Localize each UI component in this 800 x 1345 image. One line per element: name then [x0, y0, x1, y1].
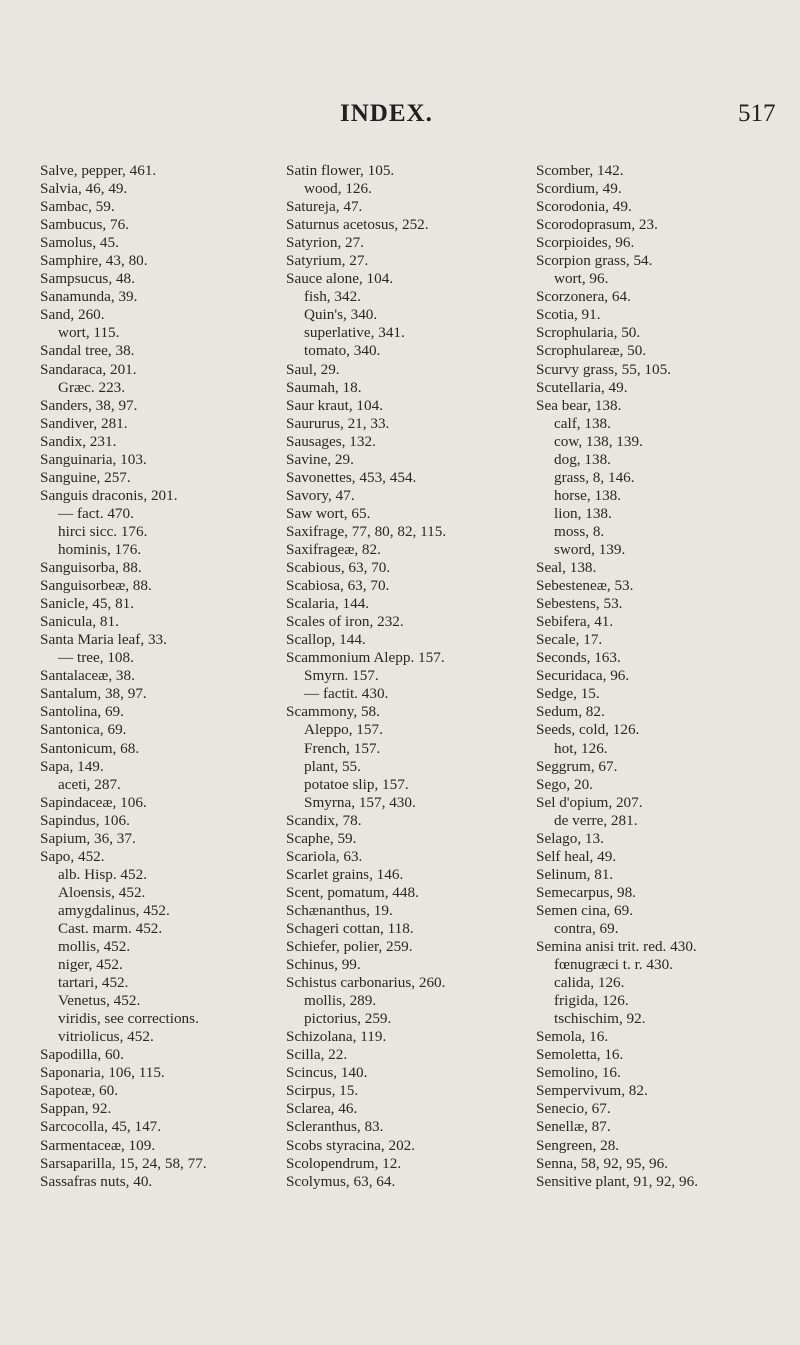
- index-entry: Sand, 260.: [40, 306, 105, 324]
- index-entry: Sapoteæ, 60.: [40, 1082, 119, 1100]
- index-entry: Semina anisi trit. red. 430.: [536, 938, 697, 956]
- index-entry: Santolina, 69.: [40, 703, 124, 721]
- index-subentry: alb. Hisp. 452.: [58, 865, 148, 883]
- index-entry: Scurvy grass, 55, 105.: [536, 360, 671, 378]
- index-entry: Saxifrageæ, 82.: [286, 540, 381, 558]
- index-entry: Sanicula, 81.: [40, 613, 119, 631]
- index-entry: Scordium, 49.: [536, 180, 622, 198]
- index-entry: Sarcocolla, 45, 147.: [40, 1118, 162, 1136]
- index-entry: Secale, 17.: [536, 631, 603, 649]
- index-subentry: wort, 96.: [554, 270, 609, 288]
- index-entry: Sapa, 149.: [40, 757, 104, 775]
- index-entry: Scirpus, 15.: [286, 1082, 359, 1100]
- index-entry: Sapo, 452.: [40, 847, 105, 865]
- index-entry: Sengreen, 28.: [536, 1136, 620, 1154]
- index-entry: Sarsaparilla, 15, 24, 58, 77.: [40, 1154, 207, 1172]
- index-entry: Sensitive plant, 91, 92, 96.: [536, 1172, 698, 1190]
- index-entry: Semen cina, 69.: [536, 901, 634, 919]
- index-entry: Scorpion grass, 54.: [536, 252, 653, 270]
- index-entry: Sanguine, 257.: [40, 468, 131, 486]
- index-entry: Salve, pepper, 461.: [40, 162, 157, 179]
- index-entry: Sassafras nuts, 40.: [40, 1172, 153, 1190]
- index-column-1: [40, 162, 207, 1191]
- index-entry: Seal, 138.: [536, 559, 597, 577]
- index-subentry: hirci sicc. 176.: [58, 522, 148, 540]
- index-entry: Scrophularia, 50.: [536, 324, 641, 342]
- index-entry: Sanamunda, 39.: [40, 288, 138, 306]
- index-subentry: lion, 138.: [554, 504, 612, 522]
- index-entry: Schistus carbonarius, 260.: [286, 974, 446, 992]
- index-entry: Seggrum, 67.: [536, 757, 618, 775]
- index-entry: Sampsucus, 48.: [40, 270, 135, 288]
- page-title: INDEX.: [340, 100, 433, 127]
- index-subentry: horse, 138.: [554, 486, 622, 504]
- index-subentry: fœnugræci t. r. 430.: [554, 956, 673, 974]
- index-column-3: [536, 162, 698, 1191]
- index-entry: Semola, 16.: [536, 1028, 609, 1046]
- index-entry: Santalum, 38, 97.: [40, 685, 147, 703]
- index-subentry: hominis, 176.: [58, 540, 142, 558]
- index-entry: Sausages, 132.: [286, 432, 376, 450]
- index-subentry: viridis, see corrections.: [58, 1010, 199, 1028]
- index-subentry: tschischim, 92.: [554, 1010, 646, 1028]
- index-entry: Scutellaria, 49.: [536, 378, 628, 396]
- index-entry: Sanguinaria, 103.: [40, 450, 147, 468]
- index-subentry: Aloensis, 452.: [58, 883, 146, 901]
- index-entry: Savine, 29.: [286, 450, 354, 468]
- index-subentry: frigida, 126.: [554, 992, 629, 1010]
- index-subentry: dog, 138.: [554, 450, 611, 468]
- index-entry: Seconds, 163.: [536, 649, 621, 667]
- index-entry: Scorodonia, 49.: [536, 198, 632, 216]
- index-entry: Sandal tree, 38.: [40, 342, 135, 360]
- index-entry: Saururus, 21, 33.: [286, 414, 390, 432]
- index-subentry: Smyrna, 157, 430.: [304, 793, 416, 811]
- index-subentry: sword, 139.: [554, 540, 626, 558]
- index-entry: Sanguisorbeæ, 88.: [40, 577, 152, 595]
- index-entry: Samphire, 43, 80.: [40, 252, 148, 270]
- index-subentry: pictorius, 259.: [304, 1010, 392, 1028]
- index-entry: Saul, 29.: [286, 360, 340, 378]
- index-entry: Satyrium, 27.: [286, 252, 369, 270]
- index-entry: Saumah, 18.: [286, 378, 362, 396]
- index-entry: Savonettes, 453, 454.: [286, 468, 417, 486]
- index-entry: Sedge, 15.: [536, 685, 600, 703]
- index-entry: Scammony, 58.: [286, 703, 380, 721]
- index-entry: Sauce alone, 104.: [286, 270, 394, 288]
- index-entry: Semolino, 16.: [536, 1064, 621, 1082]
- index-entry: Santa Maria leaf, 33.: [40, 631, 167, 649]
- index-entry: Sanguis draconis, 201.: [40, 486, 178, 504]
- index-entry: Salvia, 46, 49.: [40, 180, 128, 198]
- index-entry: Samolus, 45.: [40, 234, 119, 252]
- index-entry: Schiefer, polier, 259.: [286, 938, 413, 956]
- index-subentry: aceti, 287.: [58, 775, 121, 793]
- index-entry: Senna, 58, 92, 95, 96.: [536, 1154, 669, 1172]
- index-subentry: calf, 138.: [554, 414, 611, 432]
- index-entry: Schænanthus, 19.: [286, 901, 393, 919]
- index-subentry: Aleppo, 157.: [304, 721, 383, 739]
- index-entry: Scallop, 144.: [286, 631, 366, 649]
- index-subentry: — tree, 108.: [58, 649, 134, 667]
- index-entry: Sapindus, 106.: [40, 811, 130, 829]
- index-entry: Scales of iron, 232.: [286, 613, 404, 631]
- index-subentry: — fact. 470.: [58, 504, 134, 522]
- index-subentry: cow, 138, 139.: [554, 432, 643, 450]
- index-entry: Schinus, 99.: [286, 956, 361, 974]
- index-entry: Sapindaceæ, 106.: [40, 793, 147, 811]
- index-subentry: hot, 126.: [554, 739, 608, 757]
- index-subentry: calida, 126.: [554, 974, 625, 992]
- index-subentry: superlative, 341.: [304, 324, 405, 342]
- index-subentry: — factit. 430.: [304, 685, 389, 703]
- index-entry: Sea bear, 138.: [536, 396, 622, 414]
- index-entry: Self heal, 49.: [536, 847, 617, 865]
- index-entry: Scabious, 63, 70.: [286, 559, 391, 577]
- index-subentry: potatoe slip, 157.: [304, 775, 409, 793]
- index-entry: Satureja, 47.: [286, 198, 363, 216]
- index-entry: Scleranthus, 83.: [286, 1118, 384, 1136]
- page-header: [0, 100, 800, 140]
- index-entry: Sandix, 231.: [40, 432, 117, 450]
- index-entry: Sebifera, 41.: [536, 613, 614, 631]
- index-entry: Saponaria, 106, 115.: [40, 1064, 165, 1082]
- index-entry: Selago, 13.: [536, 829, 604, 847]
- index-entry: Senecio, 67.: [536, 1100, 611, 1118]
- index-entry: Scobs styracina, 202.: [286, 1136, 416, 1154]
- index-subentry: moss, 8.: [554, 522, 605, 540]
- index-entry: Schageri cottan, 118.: [286, 919, 414, 937]
- index-entry: Sanders, 38, 97.: [40, 396, 138, 414]
- index-entry: Seeds, cold, 126.: [536, 721, 640, 739]
- index-entry: Scolymus, 63, 64.: [286, 1172, 396, 1190]
- index-subentry: Cast. marm. 452.: [58, 919, 163, 937]
- index-entry: Scalaria, 144.: [286, 595, 370, 613]
- index-entry: Scilla, 22.: [286, 1046, 348, 1064]
- index-subentry: amygdalinus, 452.: [58, 901, 170, 919]
- index-entry: Semoletta, 16.: [536, 1046, 624, 1064]
- index-subentry: mollis, 452.: [58, 938, 131, 956]
- index-subentry: Quin's, 340.: [304, 306, 378, 324]
- index-entry: Sandiver, 281.: [40, 414, 128, 432]
- index-entry: Sambac, 59.: [40, 198, 115, 216]
- index-entry: Scabiosa, 63, 70.: [286, 577, 390, 595]
- index-entry: Sedum, 82.: [536, 703, 605, 721]
- index-subentry: mollis, 289.: [304, 992, 377, 1010]
- index-entry: Santalaceæ, 38.: [40, 667, 135, 685]
- index-entry: Selinum, 81.: [536, 865, 614, 883]
- index-entry: Scorodoprasum, 23.: [536, 216, 658, 234]
- index-subentry: grass, 8, 146.: [554, 468, 635, 486]
- index-subentry: French, 157.: [304, 739, 381, 757]
- index-subentry: vitriolicus, 452.: [58, 1028, 154, 1046]
- index-entry: Santonica, 69.: [40, 721, 127, 739]
- index-entry: Semecarpus, 98.: [536, 883, 636, 901]
- index-entry: Sebesteneæ, 53.: [536, 577, 634, 595]
- index-entry: Saxifrage, 77, 80, 82, 115.: [286, 522, 447, 540]
- index-subentry: niger, 452.: [58, 956, 123, 974]
- index-entry: Satyrion, 27.: [286, 234, 365, 252]
- index-subentry: de verre, 281.: [554, 811, 638, 829]
- index-entry: Scorzonera, 64.: [536, 288, 631, 306]
- index-entry: Sego, 20.: [536, 775, 593, 793]
- index-entry: Sappan, 92.: [40, 1100, 112, 1118]
- page-number: 517: [738, 100, 776, 127]
- index-entry: Sanguisorba, 88.: [40, 559, 142, 577]
- index-entry: Securidaca, 96.: [536, 667, 630, 685]
- index-entry: Sarmentaceæ, 109.: [40, 1136, 156, 1154]
- index-subentry: fish, 342.: [304, 288, 361, 306]
- index-entry: Scolopendrum, 12.: [286, 1154, 402, 1172]
- index-entry: Scorpioides, 96.: [536, 234, 635, 252]
- index-entry: Santonicum, 68.: [40, 739, 140, 757]
- index-entry: Sanicle, 45, 81.: [40, 595, 135, 613]
- index-entry: Scrophulareæ, 50.: [536, 342, 647, 360]
- index-entry: Sambucus, 76.: [40, 216, 130, 234]
- index-entry: Sandaraca, 201.: [40, 360, 137, 378]
- index-entry: Sempervivum, 82.: [536, 1082, 648, 1100]
- index-entry: Scotia, 91.: [536, 306, 601, 324]
- index-entry: Savory, 47.: [286, 486, 355, 504]
- index-entry: Scammonium Alepp. 157.: [286, 649, 445, 667]
- index-subentry: wood, 126.: [304, 180, 372, 198]
- index-entry: Sapodilla, 60.: [40, 1046, 124, 1064]
- index-subentry: wort, 115.: [58, 324, 120, 342]
- index-entry: Schizolana, 119.: [286, 1028, 387, 1046]
- index-column-2: [286, 162, 446, 1191]
- index-entry: Saturnus acetosus, 252.: [286, 216, 429, 234]
- index-subentry: tartari, 452.: [58, 974, 129, 992]
- index-subentry: plant, 55.: [304, 757, 361, 775]
- index-entry: Saur kraut, 104.: [286, 396, 384, 414]
- index-entry: Scincus, 140.: [286, 1064, 368, 1082]
- index-entry: Scariola, 63.: [286, 847, 363, 865]
- index-entry: Sapium, 36, 37.: [40, 829, 136, 847]
- index-entry: Senellæ, 87.: [536, 1118, 611, 1136]
- index-entry: Scomber, 142.: [536, 162, 624, 179]
- index-entry: Sclarea, 46.: [286, 1100, 358, 1118]
- index-entry: Scent, pomatum, 448.: [286, 883, 419, 901]
- index-subentry: contra, 69.: [554, 919, 619, 937]
- index-entry: Sebestens, 53.: [536, 595, 623, 613]
- index-entry: Scarlet grains, 146.: [286, 865, 404, 883]
- index-subentry: Smyrn. 157.: [304, 667, 379, 685]
- index-subentry: Græc. 223.: [58, 378, 126, 396]
- index-subentry: tomato, 340.: [304, 342, 381, 360]
- index-entry: Scaphe, 59.: [286, 829, 357, 847]
- index-entry: Saw wort, 65.: [286, 504, 371, 522]
- index-entry: Satin flower, 105.: [286, 162, 395, 179]
- index-subentry: Venetus, 452.: [58, 992, 141, 1010]
- index-entry: Sel d'opium, 207.: [536, 793, 643, 811]
- index-entry: Scandix, 78.: [286, 811, 362, 829]
